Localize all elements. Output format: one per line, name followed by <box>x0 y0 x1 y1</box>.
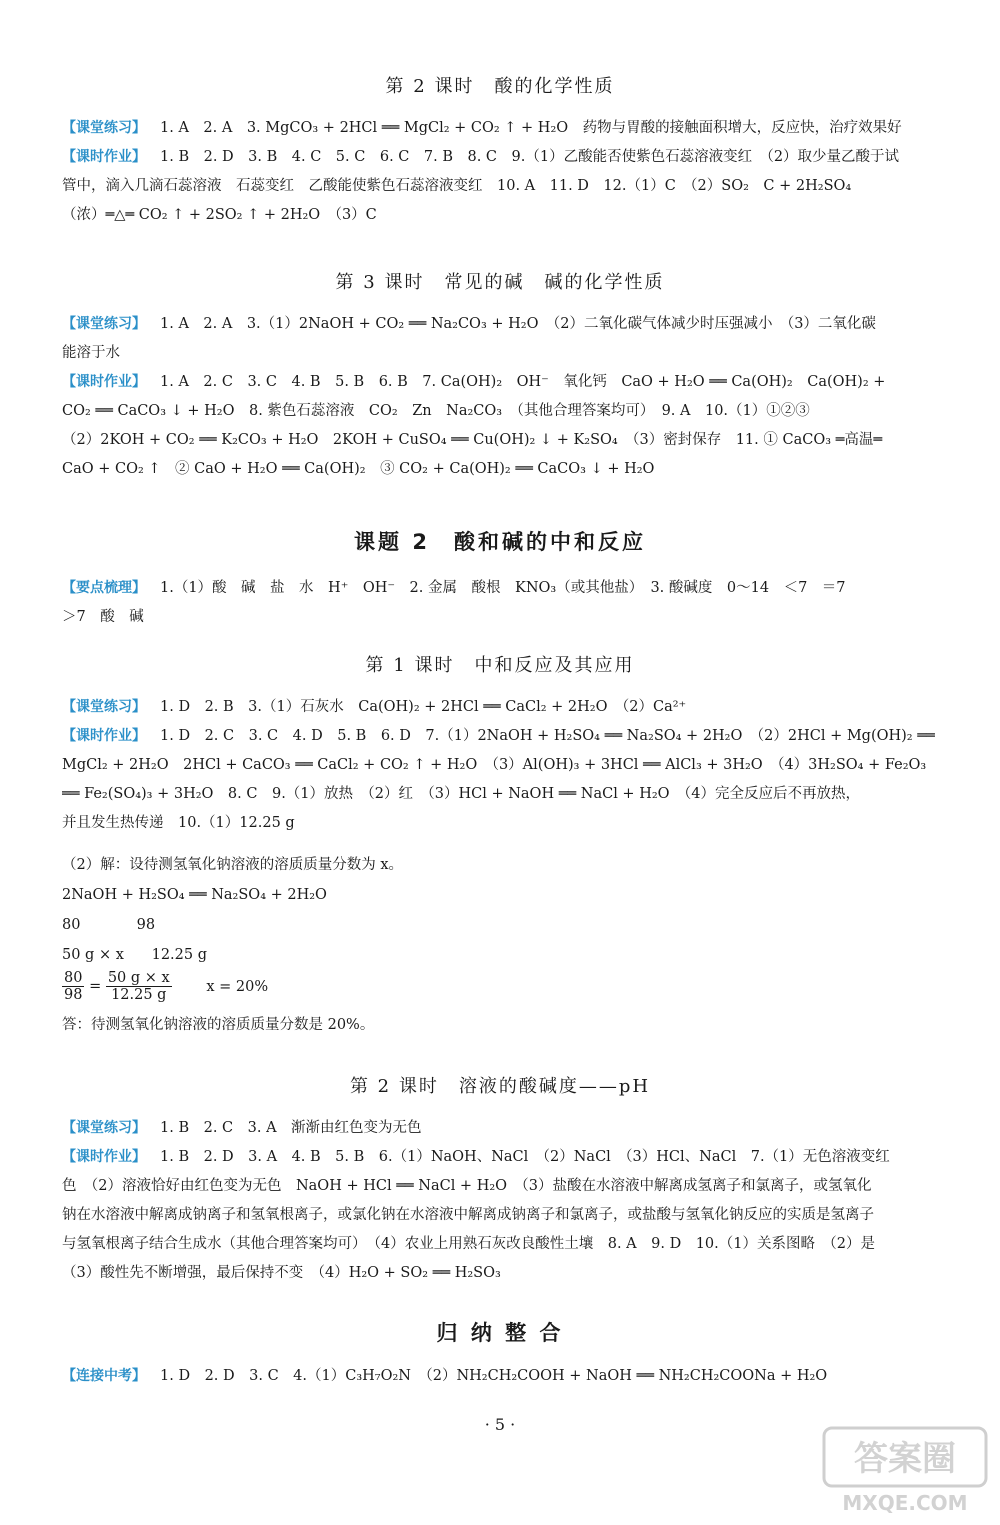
mass-naoh: 50 g × x <box>62 947 124 963</box>
section-body-base-properties <box>62 310 957 484</box>
answer-text: 1. D 2. C 3. C 4. D 5. B 6. D 7.（1）2NaOH + H₂SO₄ ══ Na₂SO₄ + 2H₂O （2）2HCl + Mg(OH)₂ ══ <box>160 728 935 744</box>
section-tag: 【课时作业】 <box>62 1149 146 1165</box>
section-title-base-properties: 第 3 课时 常见的碱 碱的化学性质 <box>335 272 665 293</box>
answer-line <box>62 1362 957 1391</box>
answer-line <box>62 603 957 632</box>
section-body-neutralization-application <box>62 693 957 838</box>
answer-text: 与氢氧根离子结合生成水（其他合理答案均可） （4）农业上用熟石灰改良酸性土壤 8. A 9. D 10.（1）关系图略 （2）是 <box>62 1236 875 1252</box>
watermark-logo <box>820 1422 990 1517</box>
fraction-left: $\frac{80}{98}$ <box>64 970 83 1003</box>
section-title-neutralization-application: 第 1 课时 中和反应及其应用 <box>365 655 635 676</box>
section-title-acid-properties: 第 2 课时 酸的化学性质 <box>385 76 615 97</box>
answer-line <box>62 1114 957 1143</box>
answer-text: （浓）═△═ CO₂ ↑ + 2SO₂ ↑ + 2H₂O （3）C <box>62 207 377 223</box>
section-tag: 【课堂练习】 <box>62 120 146 136</box>
topic-title-neutralization: 课题 2 酸和碱的中和反应 <box>354 530 646 554</box>
answer-text: 1. A 2. A 3. MgCO₃ + 2HCl ══ MgCl₂ + CO₂ ↑ + H₂O 药物与胃酸的接触面积增大，反应快，治疗效果好 <box>160 120 902 136</box>
molar-mass-h2so4: 98 <box>136 917 156 933</box>
answer-line <box>62 693 957 722</box>
summary-title: 归 纳 整 合 <box>436 1321 564 1345</box>
answer-text: 色 （2）溶液恰好由红色变为无色 NaOH + HCl ══ NaCl + H₂O （3）盐酸在水溶液中解离成氢离子和氯离子，或氢氧化 <box>62 1178 872 1194</box>
answer-text: 管中，滴入几滴石蕊溶液 石蕊变红 乙酸能使紫色石蕊溶液变红 10. A 11. D 12.（1）C （2）SO₂ C + 2H₂SO₄ <box>62 178 852 194</box>
answer-text: 1. B 2. D 3. B 4. C 5. C 6. C 7. B 8. C 9.（1）乙酸能否使紫色石蕊溶液变红 （2）取少量乙酸于试 <box>160 149 900 165</box>
svg-text:MXQE.COM: MXQE.COM <box>842 1491 968 1515</box>
answer-line <box>62 809 957 838</box>
answer-line <box>62 368 957 397</box>
answer-text: 1. B 2. C 3. A 渐渐由红色变为无色 <box>160 1120 422 1136</box>
answer-text: 1. A 2. A 3.（1）2NaOH + CO₂ ══ Na₂CO₃ + H₂O （2）二氧化碳气体减少时压强减小 （3）二氧化碳 <box>160 316 876 332</box>
answer-line <box>62 574 957 603</box>
answer-text: 1.（1）酸 碱 盐 水 H⁺ OH⁻ 2. 金属 酸根 KNO₃（或其他盐） 3. 酸碱度 0～14 ＜7 ＝7 <box>160 580 846 596</box>
answer-line <box>62 780 957 809</box>
answer-line <box>62 722 957 751</box>
section-tag: 【课堂练习】 <box>62 1120 146 1136</box>
work-line-molar-mass <box>62 910 662 940</box>
answer-line <box>62 1259 957 1288</box>
answer-text: 1. D 2. D 3. C 4.（1）C₃H₇O₂N （2）NH₂CH₂COOH + NaOH ══ NH₂CH₂COONa + H₂O <box>160 1368 828 1384</box>
work-line-answer: 答：待测氢氧化钠溶液的溶质质量分数是 20%。 <box>62 1017 375 1033</box>
page-number: · 5 · <box>484 1415 516 1434</box>
answer-line <box>62 339 957 368</box>
answer-line <box>62 751 957 780</box>
section-tag: 【课时作业】 <box>62 728 146 744</box>
answer-text: 并且发生热传递 10.（1）12.25 g <box>62 815 295 831</box>
answer-line <box>62 114 957 143</box>
section-tag: 【课时作业】 <box>62 149 146 165</box>
answer-text: CaO + CO₂ ↑ ② CaO + H₂O ══ Ca(OH)₂ ③ CO₂ + Ca(OH)₂ ══ CaCO₃ ↓ + H₂O <box>62 461 655 477</box>
section-tag: 【连接中考】 <box>62 1368 146 1384</box>
answer-line <box>62 1230 957 1259</box>
section-title-ph: 第 2 课时 溶液的酸碱度——pH <box>349 1076 651 1097</box>
section-tag: 【课堂练习】 <box>62 316 146 332</box>
svg-text:答案圈: 答案圈 <box>854 1439 956 1479</box>
section-tag: 【课时作业】 <box>62 374 146 390</box>
answer-line <box>62 426 957 455</box>
answer-text: （2）2KOH + CO₂ ══ K₂CO₃ + H₂O 2KOH + CuSO₄ ══ Cu(OH)₂ ↓ + K₂SO₄ （3）密封保存 11. ① CaCO₃ ═高温═ <box>62 432 883 448</box>
answer-text: 能溶于水 <box>62 345 120 361</box>
answer-text: MgCl₂ + 2H₂O 2HCl + CaCO₃ ══ CaCl₂ + CO₂ ↑ + H₂O （3）Al(OH)₃ + 3HCl ══ AlCl₃ + 3H₂O （4）3H₂SO₄ + Fe₂O₃ <box>62 757 927 773</box>
answer-text: CO₂ ══ CaCO₃ ↓ + H₂O 8. 紫色石蕊溶液 CO₂ Zn Na₂CO₃ （其他合理答案均可） 9. A 10.（1）①②③ <box>62 403 810 419</box>
answer-text: （3）酸性先不断增强，最后保持不变 （4）H₂O + SO₂ ══ H₂SO₃ <box>62 1265 501 1281</box>
calculation-work <box>62 850 662 1040</box>
answer-text: ＞7 酸 碱 <box>62 609 144 625</box>
answer-line <box>62 310 957 339</box>
answer-text: ══ Fe₂(SO₄)₃ + 3H₂O 8. C 9.（1）放热 （2）红 （3）HCl + NaOH ══ NaCl + H₂O （4）完全反应后不再放热， <box>62 786 861 802</box>
section-body-acid-properties <box>62 114 957 230</box>
answer-text: 钠在水溶液中解离成钠离子和氢氧根离子，或氯化钠在水溶液中解离成钠离子和氯离子，或盐酸与氢氧化钠反应的实质是氢离子 <box>62 1207 874 1223</box>
answer-line <box>62 397 957 426</box>
work-line-proportion: $\frac{80}{98}$ = $\frac{50 g \times x}{12.25 g}$ x = 20% <box>64 970 269 1003</box>
answer-text: 1. A 2. C 3. C 4. B 5. B 6. B 7. Ca(OH)₂ OH⁻ 氧化钙 CaO + H₂O ══ Ca(OH)₂ Ca(OH)₂ + <box>160 374 886 390</box>
answer-line <box>62 201 957 230</box>
molar-mass-naoh: 80 <box>62 917 81 933</box>
section-tag: 【课堂练习】 <box>62 699 146 715</box>
mass-h2so4: 12.25 g <box>151 947 208 963</box>
answer-line <box>62 172 957 201</box>
answer-line <box>62 143 957 172</box>
work-line-mass <box>62 940 662 970</box>
answer-text: 1. B 2. D 3. A 4. B 5. B 6.（1）NaOH、NaCl （2）NaCl （3）HCl、NaCl 7.（1）无色溶液变红 <box>160 1149 890 1165</box>
answer-line <box>62 1201 957 1230</box>
answer-text: 1. D 2. B 3.（1）石灰水 Ca(OH)₂ + 2HCl ══ CaCl₂ + 2H₂O （2）Ca²⁺ <box>160 699 687 715</box>
section-body-key-points <box>62 574 957 632</box>
work-line-setup: （2）解：设待测氢氧化钠溶液的溶质质量分数为 x。 <box>62 857 404 873</box>
result-value: x = 20% <box>206 978 269 995</box>
section-body-exam-link <box>62 1362 957 1391</box>
answer-line <box>62 455 957 484</box>
section-body-ph <box>62 1114 957 1288</box>
answer-line <box>62 1172 957 1201</box>
answer-line <box>62 1143 957 1172</box>
section-tag: 【要点梳理】 <box>62 580 146 596</box>
fraction-right: $\frac{50 g \times x}{12.25 g}$ <box>107 970 170 1003</box>
work-line-equation: 2NaOH + H₂SO₄ ══ Na₂SO₄ + 2H₂O <box>62 887 327 903</box>
